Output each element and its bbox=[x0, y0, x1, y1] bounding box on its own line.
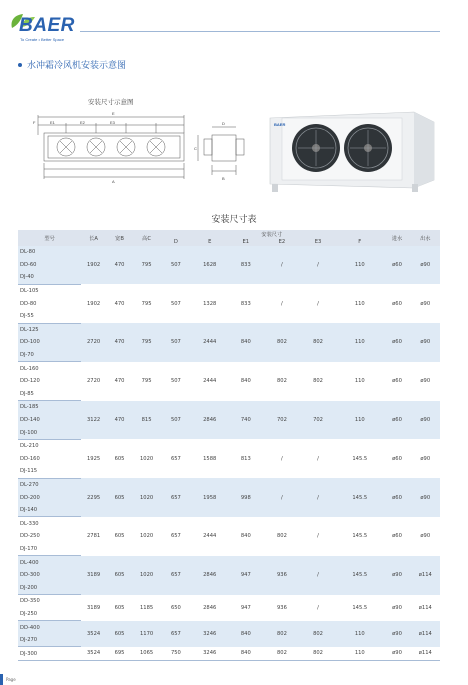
header-row bbox=[18, 230, 440, 238]
cell-length: 3189 bbox=[81, 595, 106, 621]
cell-e1: 840 bbox=[228, 517, 264, 556]
cell-e: 1328 bbox=[192, 284, 228, 323]
cell-e3: / bbox=[300, 517, 336, 556]
installation-drawing bbox=[28, 105, 253, 185]
cell-width: 470 bbox=[106, 246, 133, 284]
cell-width: 695 bbox=[106, 647, 133, 661]
cell-height: 815 bbox=[133, 401, 160, 440]
cell-inlet: ø90 bbox=[383, 595, 410, 621]
brand-tagline: To Create • Better Space bbox=[20, 37, 65, 42]
cell-inlet: ø90 bbox=[383, 647, 410, 661]
model-cell: DJ-170 bbox=[18, 543, 81, 556]
cell-d: 657 bbox=[160, 517, 192, 556]
cell-e: 2444 bbox=[192, 362, 228, 401]
model-cell: DJ-70 bbox=[18, 349, 81, 362]
cell-e2: 936 bbox=[264, 556, 300, 595]
cell-length: 3524 bbox=[81, 621, 106, 647]
cell-height: 1185 bbox=[133, 595, 160, 621]
spec-table bbox=[18, 230, 440, 661]
cell-f: 145.5 bbox=[336, 478, 383, 517]
model-group bbox=[18, 246, 440, 284]
cell-e: 3246 bbox=[192, 621, 228, 647]
table-row bbox=[18, 284, 440, 297]
cell-length: 2720 bbox=[81, 323, 106, 362]
cell-height: 1020 bbox=[133, 439, 160, 478]
header-length: 长A bbox=[81, 230, 106, 246]
cell-f: 110 bbox=[336, 621, 383, 647]
cell-e3: / bbox=[300, 439, 336, 478]
cell-e3: 802 bbox=[300, 362, 336, 401]
cell-e1: 833 bbox=[228, 284, 264, 323]
cell-e3: / bbox=[300, 556, 336, 595]
cell-f: 145.5 bbox=[336, 595, 383, 621]
cell-length: 2295 bbox=[81, 478, 106, 517]
brand-name: BAER bbox=[19, 15, 75, 36]
cell-e: 3246 bbox=[192, 647, 228, 661]
cell-inlet: ø90 bbox=[383, 621, 410, 647]
cell-f: 110 bbox=[336, 401, 383, 440]
cell-width: 470 bbox=[106, 362, 133, 401]
cell-outlet: ø90 bbox=[411, 284, 440, 323]
cell-e1: 813 bbox=[228, 439, 264, 478]
cell-height: 795 bbox=[133, 362, 160, 401]
model-cell: DJ-250 bbox=[18, 608, 81, 621]
model-group bbox=[18, 517, 440, 556]
header-divider bbox=[80, 31, 440, 32]
model-cell: DJ-85 bbox=[18, 388, 81, 401]
model-cell: DD-160 bbox=[18, 453, 81, 466]
model-cell: DJ-100 bbox=[18, 426, 81, 439]
cell-f: 110 bbox=[336, 362, 383, 401]
table-row bbox=[18, 556, 440, 569]
cell-f: 110 bbox=[336, 246, 383, 284]
section-title-text: 水冲霜冷风机安装示意图 bbox=[27, 61, 127, 71]
cell-f: 110 bbox=[336, 647, 383, 661]
header-model: 型号 bbox=[18, 230, 81, 246]
label-d: D bbox=[222, 121, 225, 126]
model-cell: DL-105 bbox=[18, 284, 81, 297]
cell-e3: 802 bbox=[300, 323, 336, 362]
table-row bbox=[18, 647, 440, 661]
model-group bbox=[18, 362, 440, 401]
model-cell: DJ-270 bbox=[18, 634, 81, 647]
label-e1: E1 bbox=[50, 120, 55, 125]
cell-inlet: ø60 bbox=[383, 362, 410, 401]
cell-d: 507 bbox=[160, 246, 192, 284]
cell-width: 605 bbox=[106, 517, 133, 556]
cell-length: 3524 bbox=[81, 647, 106, 661]
model-cell: DD-100 bbox=[18, 336, 81, 349]
cell-width: 605 bbox=[106, 556, 133, 595]
model-cell: DJ-300 bbox=[18, 647, 81, 661]
cell-e: 2444 bbox=[192, 323, 228, 362]
cell-inlet: ø60 bbox=[383, 439, 410, 478]
cell-height: 795 bbox=[133, 246, 160, 284]
model-cell: DL-185 bbox=[18, 401, 81, 414]
model-cell: DL-80 bbox=[18, 246, 81, 259]
cell-f: 145.5 bbox=[336, 439, 383, 478]
header-height: 高C bbox=[133, 230, 160, 246]
model-cell: DD-120 bbox=[18, 375, 81, 388]
cell-height: 795 bbox=[133, 284, 160, 323]
cell-e1: 833 bbox=[228, 246, 264, 284]
model-cell: DD-80 bbox=[18, 297, 81, 310]
header-install-group: 安装尺寸 bbox=[160, 230, 383, 238]
header-e: E bbox=[192, 238, 228, 246]
cell-width: 605 bbox=[106, 621, 133, 647]
header-e3: E3 bbox=[300, 238, 336, 246]
model-cell: DD-400 bbox=[18, 621, 81, 634]
cell-height: 1170 bbox=[133, 621, 160, 647]
model-cell: DL-330 bbox=[18, 517, 81, 530]
cell-e1: 840 bbox=[228, 621, 264, 647]
table-row bbox=[18, 246, 440, 259]
table-row bbox=[18, 439, 440, 452]
cell-e2: 802 bbox=[264, 362, 300, 401]
model-cell: DJ-140 bbox=[18, 504, 81, 517]
model-group bbox=[18, 621, 440, 647]
label-a: A bbox=[112, 179, 115, 184]
cell-d: 650 bbox=[160, 595, 192, 621]
cell-width: 470 bbox=[106, 284, 133, 323]
cell-e1: 998 bbox=[228, 478, 264, 517]
product-photo bbox=[264, 110, 442, 195]
model-group bbox=[18, 401, 440, 440]
label-c: C bbox=[194, 146, 197, 151]
cell-width: 605 bbox=[106, 595, 133, 621]
table-row bbox=[18, 362, 440, 375]
photo-logo: BAER bbox=[274, 122, 286, 127]
cell-e3: / bbox=[300, 478, 336, 517]
cell-e2: 802 bbox=[264, 647, 300, 661]
model-group bbox=[18, 478, 440, 517]
cell-f: 110 bbox=[336, 323, 383, 362]
section-title bbox=[18, 58, 126, 71]
cell-d: 657 bbox=[160, 478, 192, 517]
label-f: F bbox=[33, 120, 36, 125]
model-group bbox=[18, 284, 440, 323]
cell-e2: 802 bbox=[264, 621, 300, 647]
table-row bbox=[18, 401, 440, 414]
cell-outlet: ø90 bbox=[411, 401, 440, 440]
cell-height: 795 bbox=[133, 323, 160, 362]
label-e3: E3 bbox=[110, 120, 115, 125]
model-cell: DD-60 bbox=[18, 259, 81, 272]
model-cell: DJ-40 bbox=[18, 271, 81, 284]
cell-outlet: ø114 bbox=[411, 595, 440, 621]
cell-e: 2846 bbox=[192, 401, 228, 440]
cell-length: 2720 bbox=[81, 362, 106, 401]
cell-e: 1958 bbox=[192, 478, 228, 517]
bullet-icon bbox=[18, 63, 22, 67]
model-cell: DL-400 bbox=[18, 556, 81, 569]
cell-inlet: ø60 bbox=[383, 478, 410, 517]
model-group bbox=[18, 595, 440, 621]
cell-d: 507 bbox=[160, 401, 192, 440]
cell-height: 1065 bbox=[133, 647, 160, 661]
cell-outlet: ø90 bbox=[411, 517, 440, 556]
cell-e2: / bbox=[264, 284, 300, 323]
cell-length: 2781 bbox=[81, 517, 106, 556]
cell-width: 605 bbox=[106, 478, 133, 517]
cell-d: 507 bbox=[160, 323, 192, 362]
header-e2: E2 bbox=[264, 238, 300, 246]
cell-e3: / bbox=[300, 595, 336, 621]
cell-e3: 802 bbox=[300, 621, 336, 647]
cell-d: 507 bbox=[160, 284, 192, 323]
cell-inlet: ø60 bbox=[383, 401, 410, 440]
cell-length: 1925 bbox=[81, 439, 106, 478]
cell-e: 2444 bbox=[192, 517, 228, 556]
model-group bbox=[18, 439, 440, 478]
table-row bbox=[18, 323, 440, 336]
cell-e3: / bbox=[300, 246, 336, 284]
model-cell: DD-250 bbox=[18, 530, 81, 543]
cell-e1: 947 bbox=[228, 595, 264, 621]
cell-e2: 802 bbox=[264, 517, 300, 556]
header-e1: E1 bbox=[228, 238, 264, 246]
cell-e2: / bbox=[264, 439, 300, 478]
label-b: B bbox=[222, 176, 225, 181]
model-cell: DJ-115 bbox=[18, 465, 81, 478]
cell-d: 657 bbox=[160, 439, 192, 478]
header-inlet: 进水 bbox=[383, 230, 410, 246]
cell-outlet: ø90 bbox=[411, 478, 440, 517]
cell-height: 1020 bbox=[133, 556, 160, 595]
page-label: Page bbox=[6, 677, 16, 682]
cell-f: 110 bbox=[336, 284, 383, 323]
cell-length: 3122 bbox=[81, 401, 106, 440]
cell-width: 605 bbox=[106, 439, 133, 478]
cell-d: 750 bbox=[160, 647, 192, 661]
cell-width: 470 bbox=[106, 323, 133, 362]
model-cell: DL-210 bbox=[18, 439, 81, 452]
model-cell: DL-270 bbox=[18, 478, 81, 491]
model-cell: DJ-200 bbox=[18, 581, 81, 594]
header-outlet: 出水 bbox=[411, 230, 440, 246]
model-group bbox=[18, 556, 440, 595]
cell-e1: 947 bbox=[228, 556, 264, 595]
cell-inlet: ø60 bbox=[383, 323, 410, 362]
cell-length: 1902 bbox=[81, 284, 106, 323]
cell-e2: 802 bbox=[264, 323, 300, 362]
cell-outlet: ø90 bbox=[411, 439, 440, 478]
diagram-caption: 安装尺寸示意图 bbox=[88, 98, 134, 106]
cell-inlet: ø60 bbox=[383, 517, 410, 556]
model-group bbox=[18, 323, 440, 362]
label-e: E bbox=[112, 111, 115, 116]
cell-d: 507 bbox=[160, 362, 192, 401]
header-d: D bbox=[160, 238, 192, 246]
label-e2: E2 bbox=[80, 120, 85, 125]
cell-height: 1020 bbox=[133, 517, 160, 556]
cell-e3: / bbox=[300, 284, 336, 323]
table-row bbox=[18, 517, 440, 530]
cell-e1: 840 bbox=[228, 323, 264, 362]
cell-height: 1020 bbox=[133, 478, 160, 517]
cell-e: 2846 bbox=[192, 556, 228, 595]
model-cell: DJ-55 bbox=[18, 310, 81, 323]
cell-e1: 740 bbox=[228, 401, 264, 440]
cell-e2: / bbox=[264, 478, 300, 517]
model-cell: DD-140 bbox=[18, 414, 81, 427]
cell-d: 657 bbox=[160, 621, 192, 647]
model-cell: DD-200 bbox=[18, 491, 81, 504]
cell-e2: / bbox=[264, 246, 300, 284]
model-cell: DD-350 bbox=[18, 595, 81, 608]
cell-outlet: ø114 bbox=[411, 621, 440, 647]
cell-e3: 802 bbox=[300, 647, 336, 661]
cell-outlet: ø114 bbox=[411, 647, 440, 661]
table-row bbox=[18, 478, 440, 491]
cell-e2: 936 bbox=[264, 595, 300, 621]
cell-outlet: ø114 bbox=[411, 556, 440, 595]
cell-e3: 702 bbox=[300, 401, 336, 440]
cell-e2: 702 bbox=[264, 401, 300, 440]
header-f: F bbox=[336, 238, 383, 246]
cell-outlet: ø90 bbox=[411, 323, 440, 362]
model-cell: DD-300 bbox=[18, 569, 81, 582]
cell-inlet: ø60 bbox=[383, 246, 410, 284]
cell-outlet: ø90 bbox=[411, 362, 440, 401]
cell-e: 1628 bbox=[192, 246, 228, 284]
cell-length: 3189 bbox=[81, 556, 106, 595]
table-row bbox=[18, 595, 440, 608]
cell-inlet: ø60 bbox=[383, 284, 410, 323]
header-width: 宽B bbox=[106, 230, 133, 246]
cell-length: 1902 bbox=[81, 246, 106, 284]
page-marker bbox=[0, 674, 3, 685]
table-title: 安装尺寸表 bbox=[211, 215, 257, 225]
cell-f: 145.5 bbox=[336, 517, 383, 556]
cell-width: 470 bbox=[106, 401, 133, 440]
model-group bbox=[18, 647, 440, 661]
model-cell: DL-160 bbox=[18, 362, 81, 375]
cell-e: 1588 bbox=[192, 439, 228, 478]
cell-f: 145.5 bbox=[336, 556, 383, 595]
table-row bbox=[18, 621, 440, 634]
cell-e1: 840 bbox=[228, 647, 264, 661]
cell-d: 657 bbox=[160, 556, 192, 595]
cell-e1: 840 bbox=[228, 362, 264, 401]
cell-inlet: ø90 bbox=[383, 556, 410, 595]
cell-outlet: ø90 bbox=[411, 246, 440, 284]
cell-e: 2846 bbox=[192, 595, 228, 621]
model-cell: DL-125 bbox=[18, 323, 81, 336]
